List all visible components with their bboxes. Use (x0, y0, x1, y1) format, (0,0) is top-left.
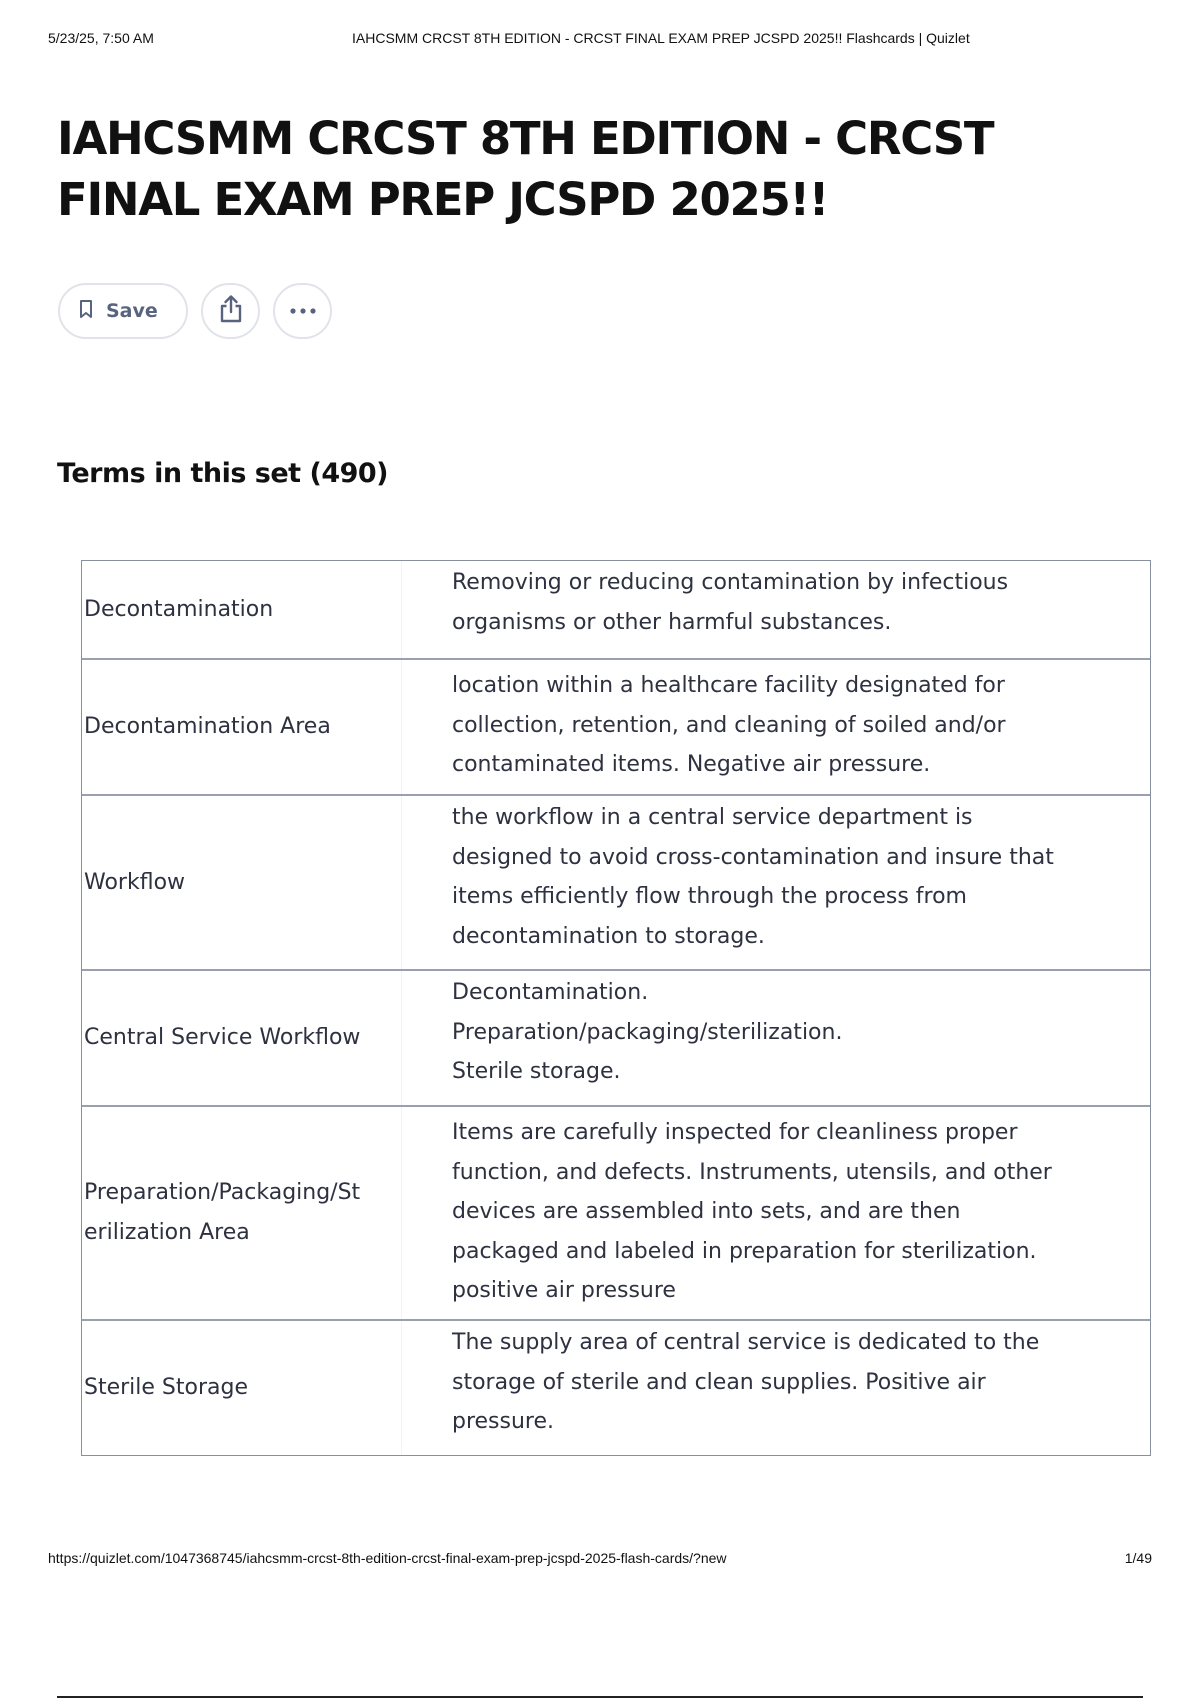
terms-heading: Terms in this set (490) (57, 458, 389, 489)
print-datetime: 5/23/25, 7:50 AM (48, 30, 154, 46)
definition-cell: Removing or reducing contamination by infectious organisms or other harmful substances. (452, 570, 1009, 635)
print-url: https://quizlet.com/1047368745/iahcsmm-crcst-8th-edition-crcst-final-exam-prep-jcspd-2025-flash-cards/?new (48, 1550, 727, 1566)
definition-cell: location within a healthcare facility designated for collection, retention, and cleaning of soiled and/or contaminated items. Negative air pressure. (452, 673, 1006, 777)
definition-cell: The supply area of central service is dedicated to the storage of sterile and clean supplies. Positive air pressure. (452, 1330, 1040, 1434)
term-row (82, 1319, 1150, 1455)
bookmark-icon (78, 299, 94, 324)
divider (57, 1696, 1143, 1698)
term-cell: Workflow (82, 796, 402, 969)
more-options-button[interactable] (273, 283, 332, 339)
term-cell: Central Service Workflow (82, 971, 402, 1105)
share-button[interactable] (201, 283, 260, 339)
save-button[interactable] (58, 283, 188, 339)
page-title: IAHCSMM CRCST 8TH EDITION - CRCST FINAL EXAM PREP JCSPD 2025!! (57, 112, 994, 226)
term-cell: Decontamination Area (82, 660, 402, 794)
print-header (48, 30, 1152, 50)
term-row (82, 794, 1150, 969)
term-cell: Decontamination (82, 561, 402, 658)
definition-cell: Items are carefully inspected for cleanliness proper function, and defects. Instruments, utensils, and other devices are assembled into sets, and are then packaged and labeled in preparation for sterilization. positive air pressure (452, 1120, 1052, 1303)
page-number: 1/49 (1124, 1550, 1152, 1566)
term-row (82, 1105, 1150, 1319)
save-button-label: Save (106, 300, 158, 322)
more-icon (289, 302, 317, 320)
term-row (82, 969, 1150, 1105)
print-footer (48, 1550, 1152, 1570)
term-row (82, 658, 1150, 794)
term-row (82, 561, 1150, 658)
term-cell: Sterile Storage (82, 1321, 402, 1455)
term-cell: Preparation/Packaging/St erilization Area (82, 1107, 402, 1319)
share-icon (218, 294, 244, 329)
print-document-title: IAHCSMM CRCST 8TH EDITION - CRCST FINAL EXAM PREP JCSPD 2025!! Flashcards | Quizlet (352, 30, 970, 46)
terms-table (81, 560, 1151, 1456)
definition-cell: Decontamination. Preparation/packaging/sterilization. Sterile storage. (452, 980, 843, 1084)
definition-cell: the workflow in a central service department is designed to avoid cross-contamination and insure that items efficiently flow through the process from decontamination to storage. (452, 805, 1054, 949)
